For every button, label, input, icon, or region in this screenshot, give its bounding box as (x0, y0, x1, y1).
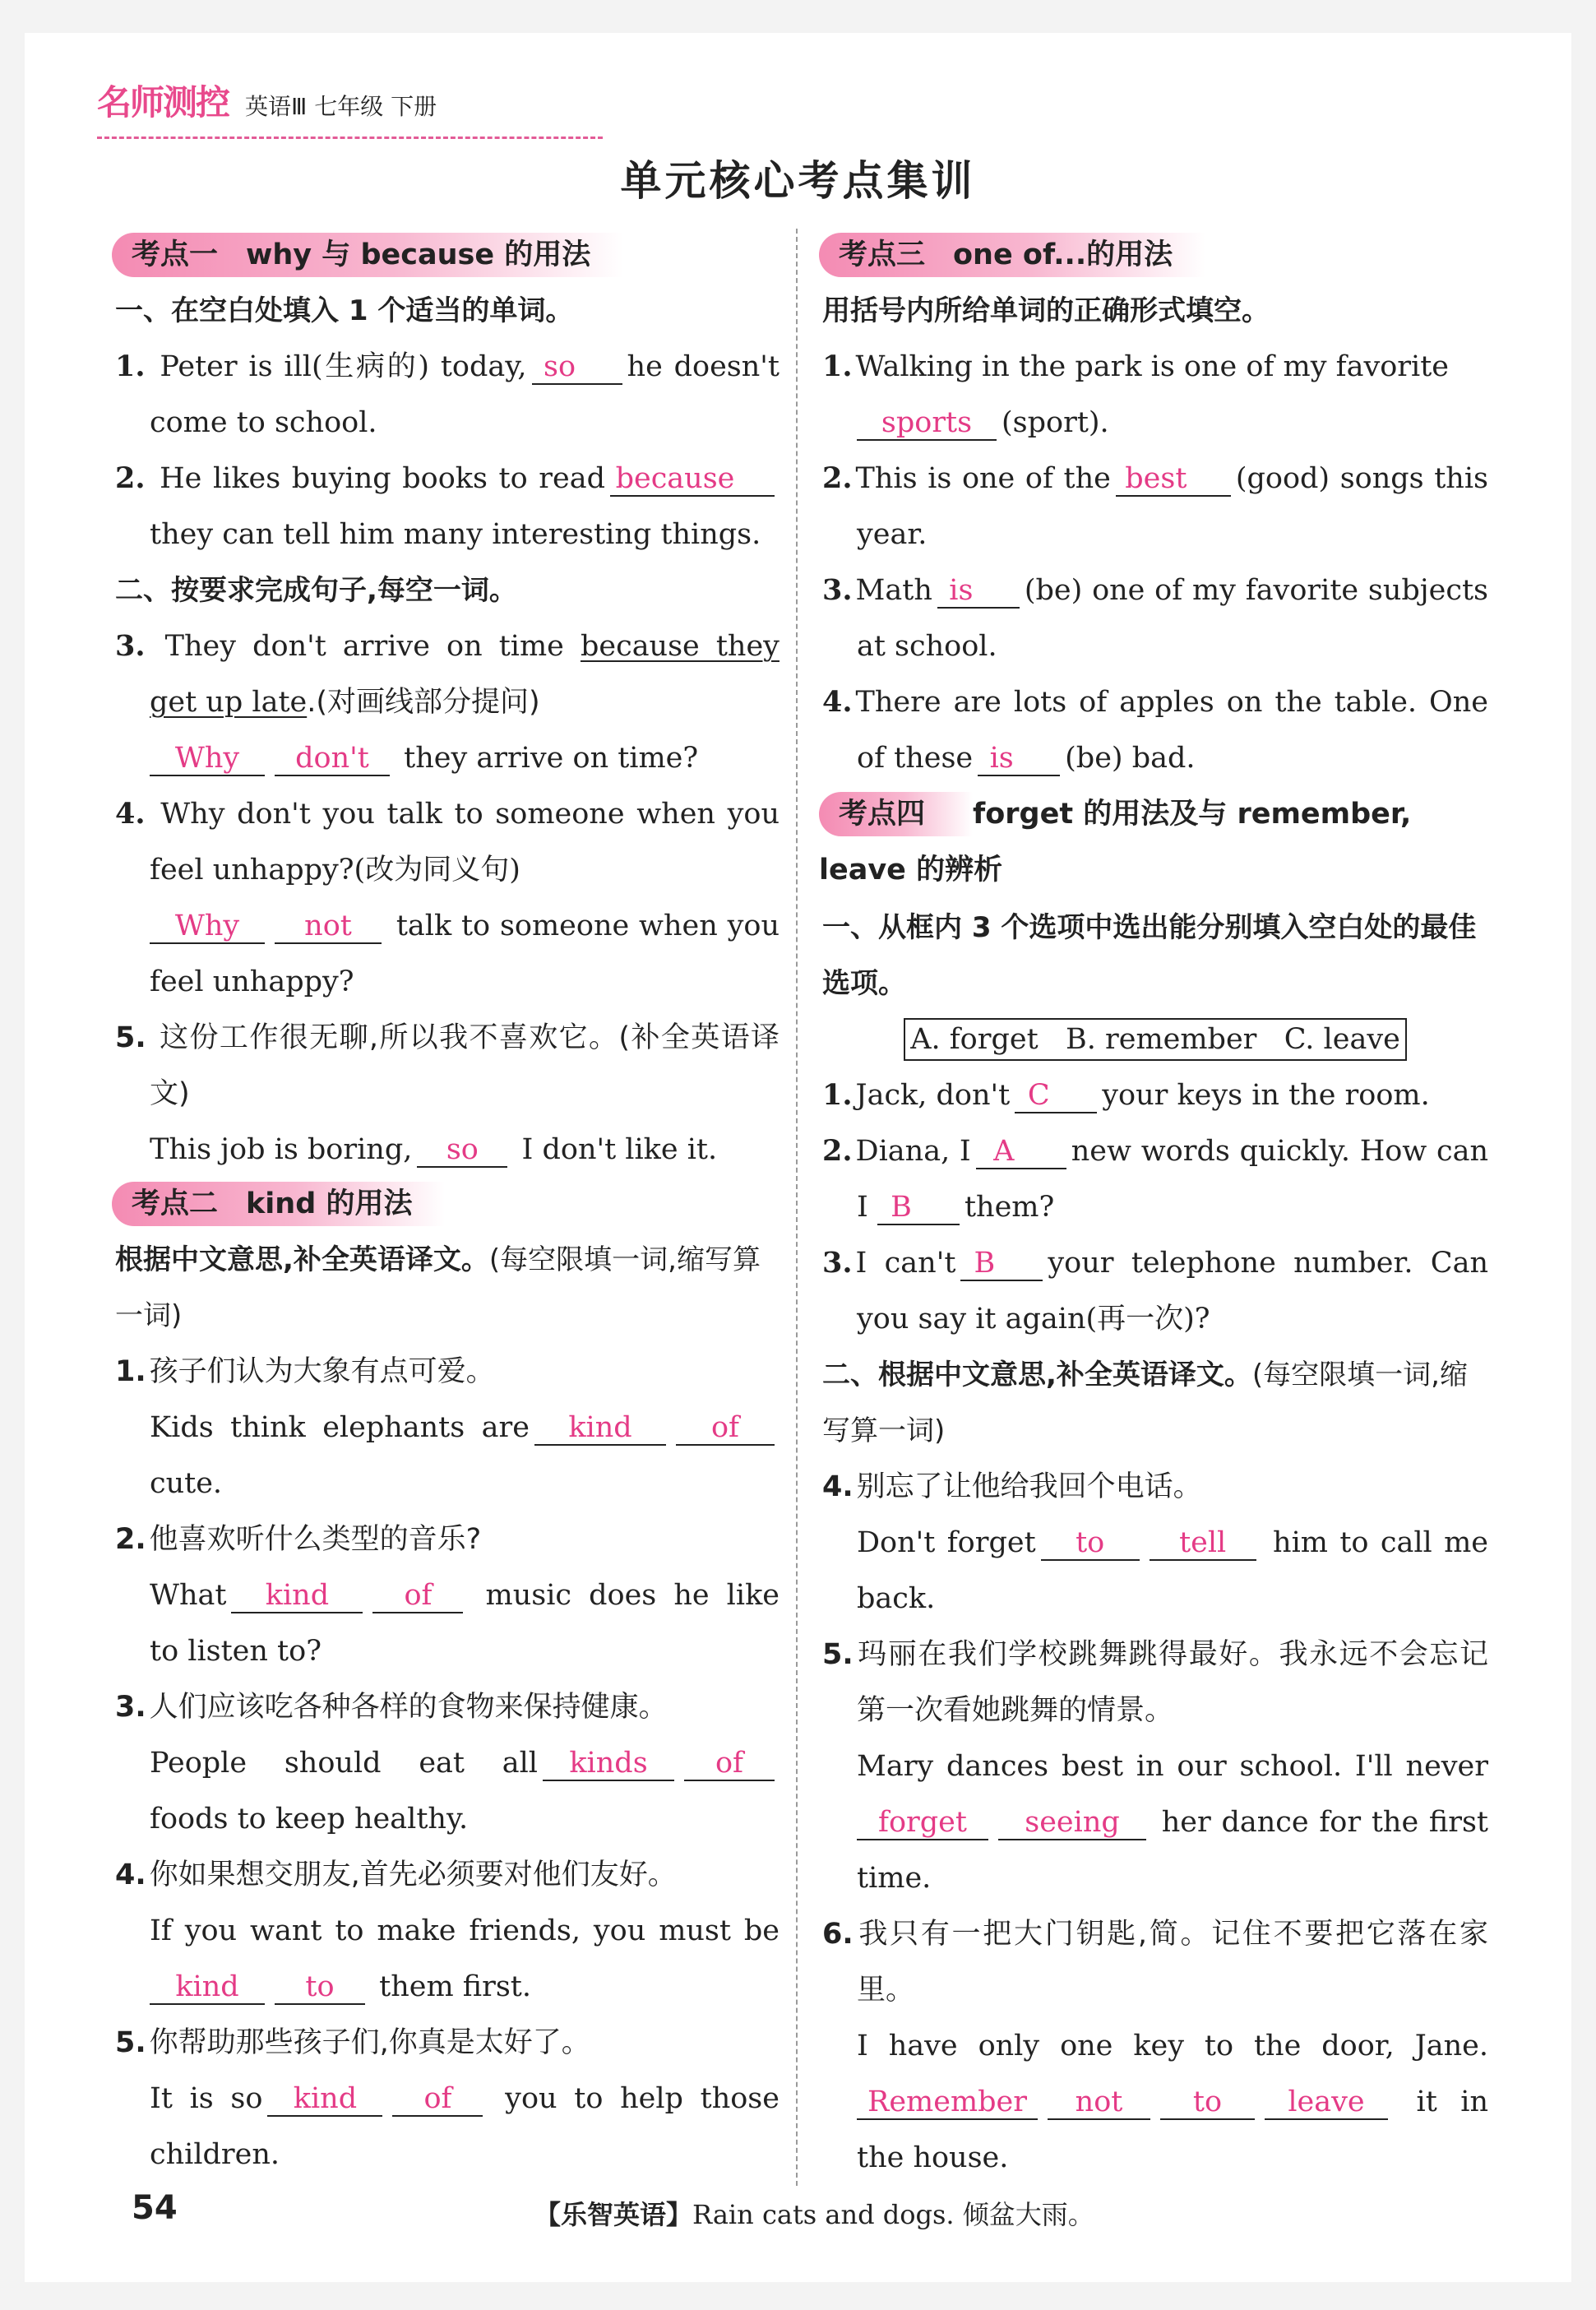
question: 5. 你帮助那些孩子们,你真是太好了。 (115, 2026, 590, 2059)
section-tag: 考点二 (132, 1187, 219, 1220)
question: 3. I can't B your telephone number. Can you say it again(再一次)? (822, 1246, 1488, 1336)
question: 3. Math is (be) one of my favorite subjects at school. (822, 573, 1488, 663)
page-title: 单元核心考点集训 (620, 156, 976, 205)
answer-blank[interactable]: Why (150, 742, 265, 776)
answer-blank[interactable]: of (684, 1747, 775, 1781)
answer-blank[interactable]: is (937, 574, 1020, 609)
section-heading (819, 229, 1488, 281)
footer-idiom: Rain cats and dogs. 倾盆大雨。 (692, 2199, 1094, 2230)
answer-blank[interactable]: B (960, 1247, 1043, 1281)
left-column: 考点一 why 与 because 的用法 一、在空白处填入 1 个适当的单词。 1. Peter is ill(生病的) today, so he doesn't come to school. 2. He likes buying books to read becausethey can tell him many interesting things. 二、按要求完成句子,每空一词。 3. They don't arrive on time because they get up late.(对画线部分提问) Why don't they arrive on time? 4. Why don't you talk to someone when you feel unhappy?(改为同义句) Why not talk to someone when you feel unhappy? 5. 这份工作很无聊,所以我不喜欢它。(补全英语译文) This job is boring, so I don't like it. 考点二 kind 的用法 根据中文意思,补全英语译文。(每空限填一词,缩写算一词) 1. 孩子们认为大象有点可爱。 Kids think elephants are kind of cute. 2. 他喜欢听什么类型的音乐? What kind of music does he like to listen to? 3. 人们应该吃各种各样的食物来保持健康。 People should eat all kinds of foods to keep healthy. 4. 你如果想交朋友,首先必须要对他们友好。 If you want to make friends, you must be kind to them first. 5. 你帮助那些孩子们,你真是太好了。 It is so kind of you to help those children. (115, 229, 779, 2183)
answer-blank[interactable]: to (1041, 1526, 1140, 1561)
instruction: 二、按要求完成句子,每空一词。 (115, 574, 517, 607)
brand-logo: 名师测控 (97, 82, 229, 123)
column-divider (796, 229, 798, 2186)
answer-blank[interactable]: Why (150, 910, 265, 944)
footer (534, 2194, 1094, 2232)
answer-blank[interactable]: don't (275, 742, 390, 776)
section-heading (112, 1178, 779, 1230)
answer-blank[interactable]: of (392, 2082, 483, 2117)
instruction: 根据中文意思,补全英语译文。(每空限填一词,缩写算一词) (115, 1243, 761, 1332)
question: 4. There are lots of apples on the table. One of these is (be) bad. (822, 685, 1488, 775)
answer-blank[interactable]: C (1015, 1079, 1097, 1113)
question: 4. 你如果想交朋友,首先必须要对他们友好。 (115, 1859, 677, 1891)
underlined-phrase: because they get up late (150, 630, 779, 719)
question: 6. 我只有一把大门钥匙,简。记住不要把它落在家里。 (822, 1918, 1488, 2007)
answer-blank[interactable]: best (1116, 462, 1231, 497)
question: 2. This is one of the best (good) songs this year. (822, 461, 1488, 551)
answer-blank[interactable]: sports (857, 406, 997, 441)
question: 1. Walking in the park is one of my favorite (822, 350, 1449, 383)
instruction: 用括号内所给单词的正确形式填空。 (822, 294, 1270, 327)
question: 2. He likes buying books to read becausethey can tell him many interesting things. (115, 451, 779, 562)
answer-blank[interactable]: so (532, 350, 622, 385)
answer-blank[interactable]: kind (231, 1579, 363, 1613)
options-list: A. forget B. remember C. leave (904, 1018, 1407, 1061)
section-topic: why 与 because 的用法 (246, 238, 591, 271)
question: 2. 他喜欢听什么类型的音乐? (115, 1523, 482, 1556)
answer-blank[interactable]: seeing (998, 1806, 1146, 1840)
answer-blank[interactable]: so (417, 1133, 507, 1168)
question: 3. They don't arrive on time because they get up late.(对画线部分提问) (115, 629, 779, 719)
section-topic: forget 的用法及与 remember, leave 的辨析 (819, 798, 1412, 887)
footer-label: 【乐智英语】 (534, 2199, 693, 2230)
answer-blank[interactable]: of (372, 1579, 463, 1613)
header-subject: 英语Ⅲ 七年级 下册 (245, 93, 437, 120)
answer-blank[interactable]: kind (267, 2082, 382, 2117)
header (97, 67, 437, 125)
answer-blank[interactable]: B (877, 1191, 960, 1225)
answer-blank[interactable]: of (676, 1411, 775, 1446)
question: 4. Why don't you talk to someone when you feel unhappy?(改为同义句) (115, 797, 779, 887)
answer-blank[interactable]: kind (534, 1411, 666, 1446)
answer-blank[interactable]: tell (1150, 1526, 1256, 1561)
section-tag: 考点一 (132, 238, 219, 271)
instruction: 一、从框内 3 个选项中选出能分别填入空白处的最佳选项。 (822, 911, 1477, 1000)
section-heading (112, 229, 779, 281)
answer-blank[interactable]: kind (150, 1970, 265, 2005)
section-tag: 考点四 (839, 798, 926, 831)
section-topic: kind 的用法 (246, 1187, 413, 1220)
instruction: 一、在空白处填入 1 个适当的单词。 (115, 294, 574, 327)
answer-blank[interactable]: to (275, 1970, 365, 2005)
right-column: 考点三 one of...的用法 用括号内所给单词的正确形式填空。 1. Walking in the park is one of my favorite sports (sport). 2. This is one of the best (good) songs this year. 3. Math is (be) one of my favorite subjects at school. 4. There are lots of apples on the table. One of these is (be) bad. 考点四 forget 的用法及与 remember, leave 的辨析 一、从框内 3 个选项中选出能分别填入空白处的最佳选项。 A. forget B. remember C. leave 1. Jack, don't C your keys in the room. 2. Diana, I A new words quickly. How can I B them? 3. I can't B your telephone number. Can you say it again(再一次)? 二、根据中文意思,补全英语译文。(每空限填一词,缩写算一词) 4. 别忘了让他给我回个电话。 Don't forget to tell him to call me back. 5. 玛丽在我们学校跳舞跳得最好。我永远不会忘记第一次看她跳舞的情景。 Mary dances best in our school. I'll never forget seeing her dance for the first time. 6. 我只有一把大门钥匙,简。记住不要把它落在家里。 I have only one key to the door, Jane. Remember not to leave it in the house. (822, 229, 1488, 2186)
section-topic: one of...的用法 (953, 238, 1173, 271)
question: 5. 玛丽在我们学校跳舞跳得最好。我永远不会忘记第一次看她跳舞的情景。 (822, 1638, 1488, 1727)
header-rule (97, 137, 603, 139)
answer-blank[interactable]: forget (857, 1806, 988, 1840)
answer-blank[interactable]: to (1160, 2085, 1255, 2120)
answer-blank[interactable]: is (978, 742, 1060, 776)
answer-blank[interactable]: because (610, 462, 775, 497)
answer-blank[interactable]: not (275, 910, 382, 944)
question: 4. 别忘了让他给我回个电话。 (822, 1470, 1202, 1503)
section-heading (819, 786, 1488, 898)
question: 5. 这份工作很无聊,所以我不喜欢它。(补全英语译文) (115, 1021, 779, 1110)
options-box (822, 1018, 1488, 1061)
instruction: 二、根据中文意思,补全英语译文。(每空限填一词,缩写算一词) (822, 1359, 1468, 1447)
question: 1. Jack, don't C your keys in the room. (822, 1078, 1430, 1112)
section-tag: 考点三 (839, 238, 926, 271)
answer-blank[interactable]: kinds (543, 1747, 674, 1781)
answer-blank[interactable]: leave (1265, 2085, 1388, 2120)
answer-blank[interactable]: Remember (857, 2085, 1038, 2120)
answer-blank[interactable]: A (976, 1135, 1066, 1169)
question: 3. 人们应该吃各种各样的食物来保持健康。 (115, 1691, 668, 1724)
question: 2. Diana, I A new words quickly. How can I B them? (822, 1134, 1488, 1224)
page-number: 54 (132, 2189, 178, 2227)
answer-blank[interactable]: not (1048, 2085, 1150, 2120)
question: 1. Peter is ill(生病的) today, so he doesn't come to school. (115, 350, 779, 439)
question: 1. 孩子们认为大象有点可爱。 (115, 1355, 495, 1388)
